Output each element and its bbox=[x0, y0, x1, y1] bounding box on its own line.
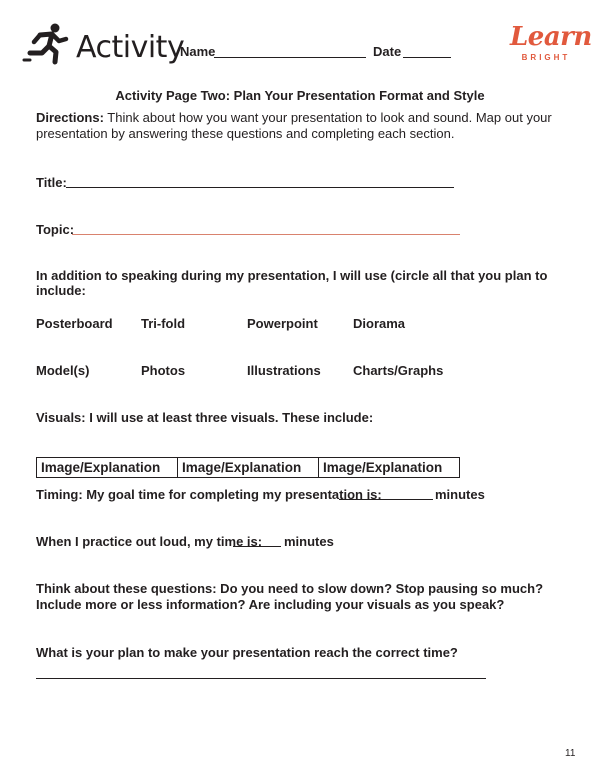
date-label: Date bbox=[373, 44, 402, 59]
running-person-icon bbox=[22, 22, 70, 66]
visuals-prompt: Visuals: I will use at least three visuals. These include: bbox=[36, 410, 374, 425]
speaking-prompt: In addition to speaking during my presentation, I will use (circle all that you plan to include: bbox=[36, 268, 548, 298]
visuals-table bbox=[36, 457, 460, 478]
name-field[interactable] bbox=[214, 57, 366, 58]
directions bbox=[36, 110, 576, 142]
page-number: 11 bbox=[565, 748, 576, 759]
timing-field[interactable] bbox=[339, 499, 433, 500]
practice-field[interactable] bbox=[233, 546, 281, 547]
plan-question: What is your plan to make your presentation reach the correct time? bbox=[36, 645, 458, 660]
activity-title: Activity bbox=[76, 30, 185, 65]
visuals-cell[interactable]: Image/Explanation bbox=[319, 458, 460, 478]
date-field[interactable] bbox=[403, 57, 451, 58]
learn-bright-logo: Learn bbox=[510, 22, 592, 52]
option-posterboard[interactable]: Posterboard bbox=[36, 316, 113, 331]
directions-text: Think about how you want your presentation to look and sound. Map out your presentation by answering these questions and completing each section. bbox=[36, 110, 552, 141]
option-illustrations[interactable]: Illustrations bbox=[247, 363, 321, 378]
topic-label: Topic: bbox=[36, 222, 75, 237]
think-questions: Think about these questions: Do you need to slow down? Stop pausing so much? Include more or less information? Are including your visuals as you speak? bbox=[36, 581, 544, 612]
directions-label: Directions: bbox=[36, 110, 104, 125]
option-powerpoint[interactable]: Powerpoint bbox=[247, 316, 318, 331]
visuals-cell[interactable]: Image/Explanation bbox=[37, 458, 178, 478]
topic-field[interactable] bbox=[72, 234, 460, 235]
visuals-cell[interactable]: Image/Explanation bbox=[178, 458, 319, 478]
option-photos[interactable]: Photos bbox=[141, 363, 186, 378]
title-label: Title: bbox=[36, 175, 67, 190]
name-label: Name bbox=[180, 44, 216, 59]
plan-field[interactable] bbox=[36, 678, 486, 679]
title-field[interactable] bbox=[66, 187, 454, 188]
option-models[interactable]: Model(s) bbox=[36, 363, 90, 378]
option-diorama[interactable]: Diorama bbox=[353, 316, 406, 331]
page-heading: Activity Page Two: Plan Your Presentation Format and Style bbox=[115, 88, 485, 103]
timing-prefix: Timing: My goal time for completing my presentation is: bbox=[36, 487, 382, 502]
option-charts-graphs[interactable]: Charts/Graphs bbox=[353, 363, 444, 378]
learn-bright-logo-sub: BRIGHT bbox=[521, 53, 571, 62]
option-tri-fold[interactable]: Tri-fold bbox=[141, 316, 186, 331]
timing-suffix: minutes bbox=[435, 487, 485, 502]
practice-suffix: minutes bbox=[284, 534, 334, 549]
practice-prefix: When I practice out loud, my time is: bbox=[36, 534, 263, 549]
